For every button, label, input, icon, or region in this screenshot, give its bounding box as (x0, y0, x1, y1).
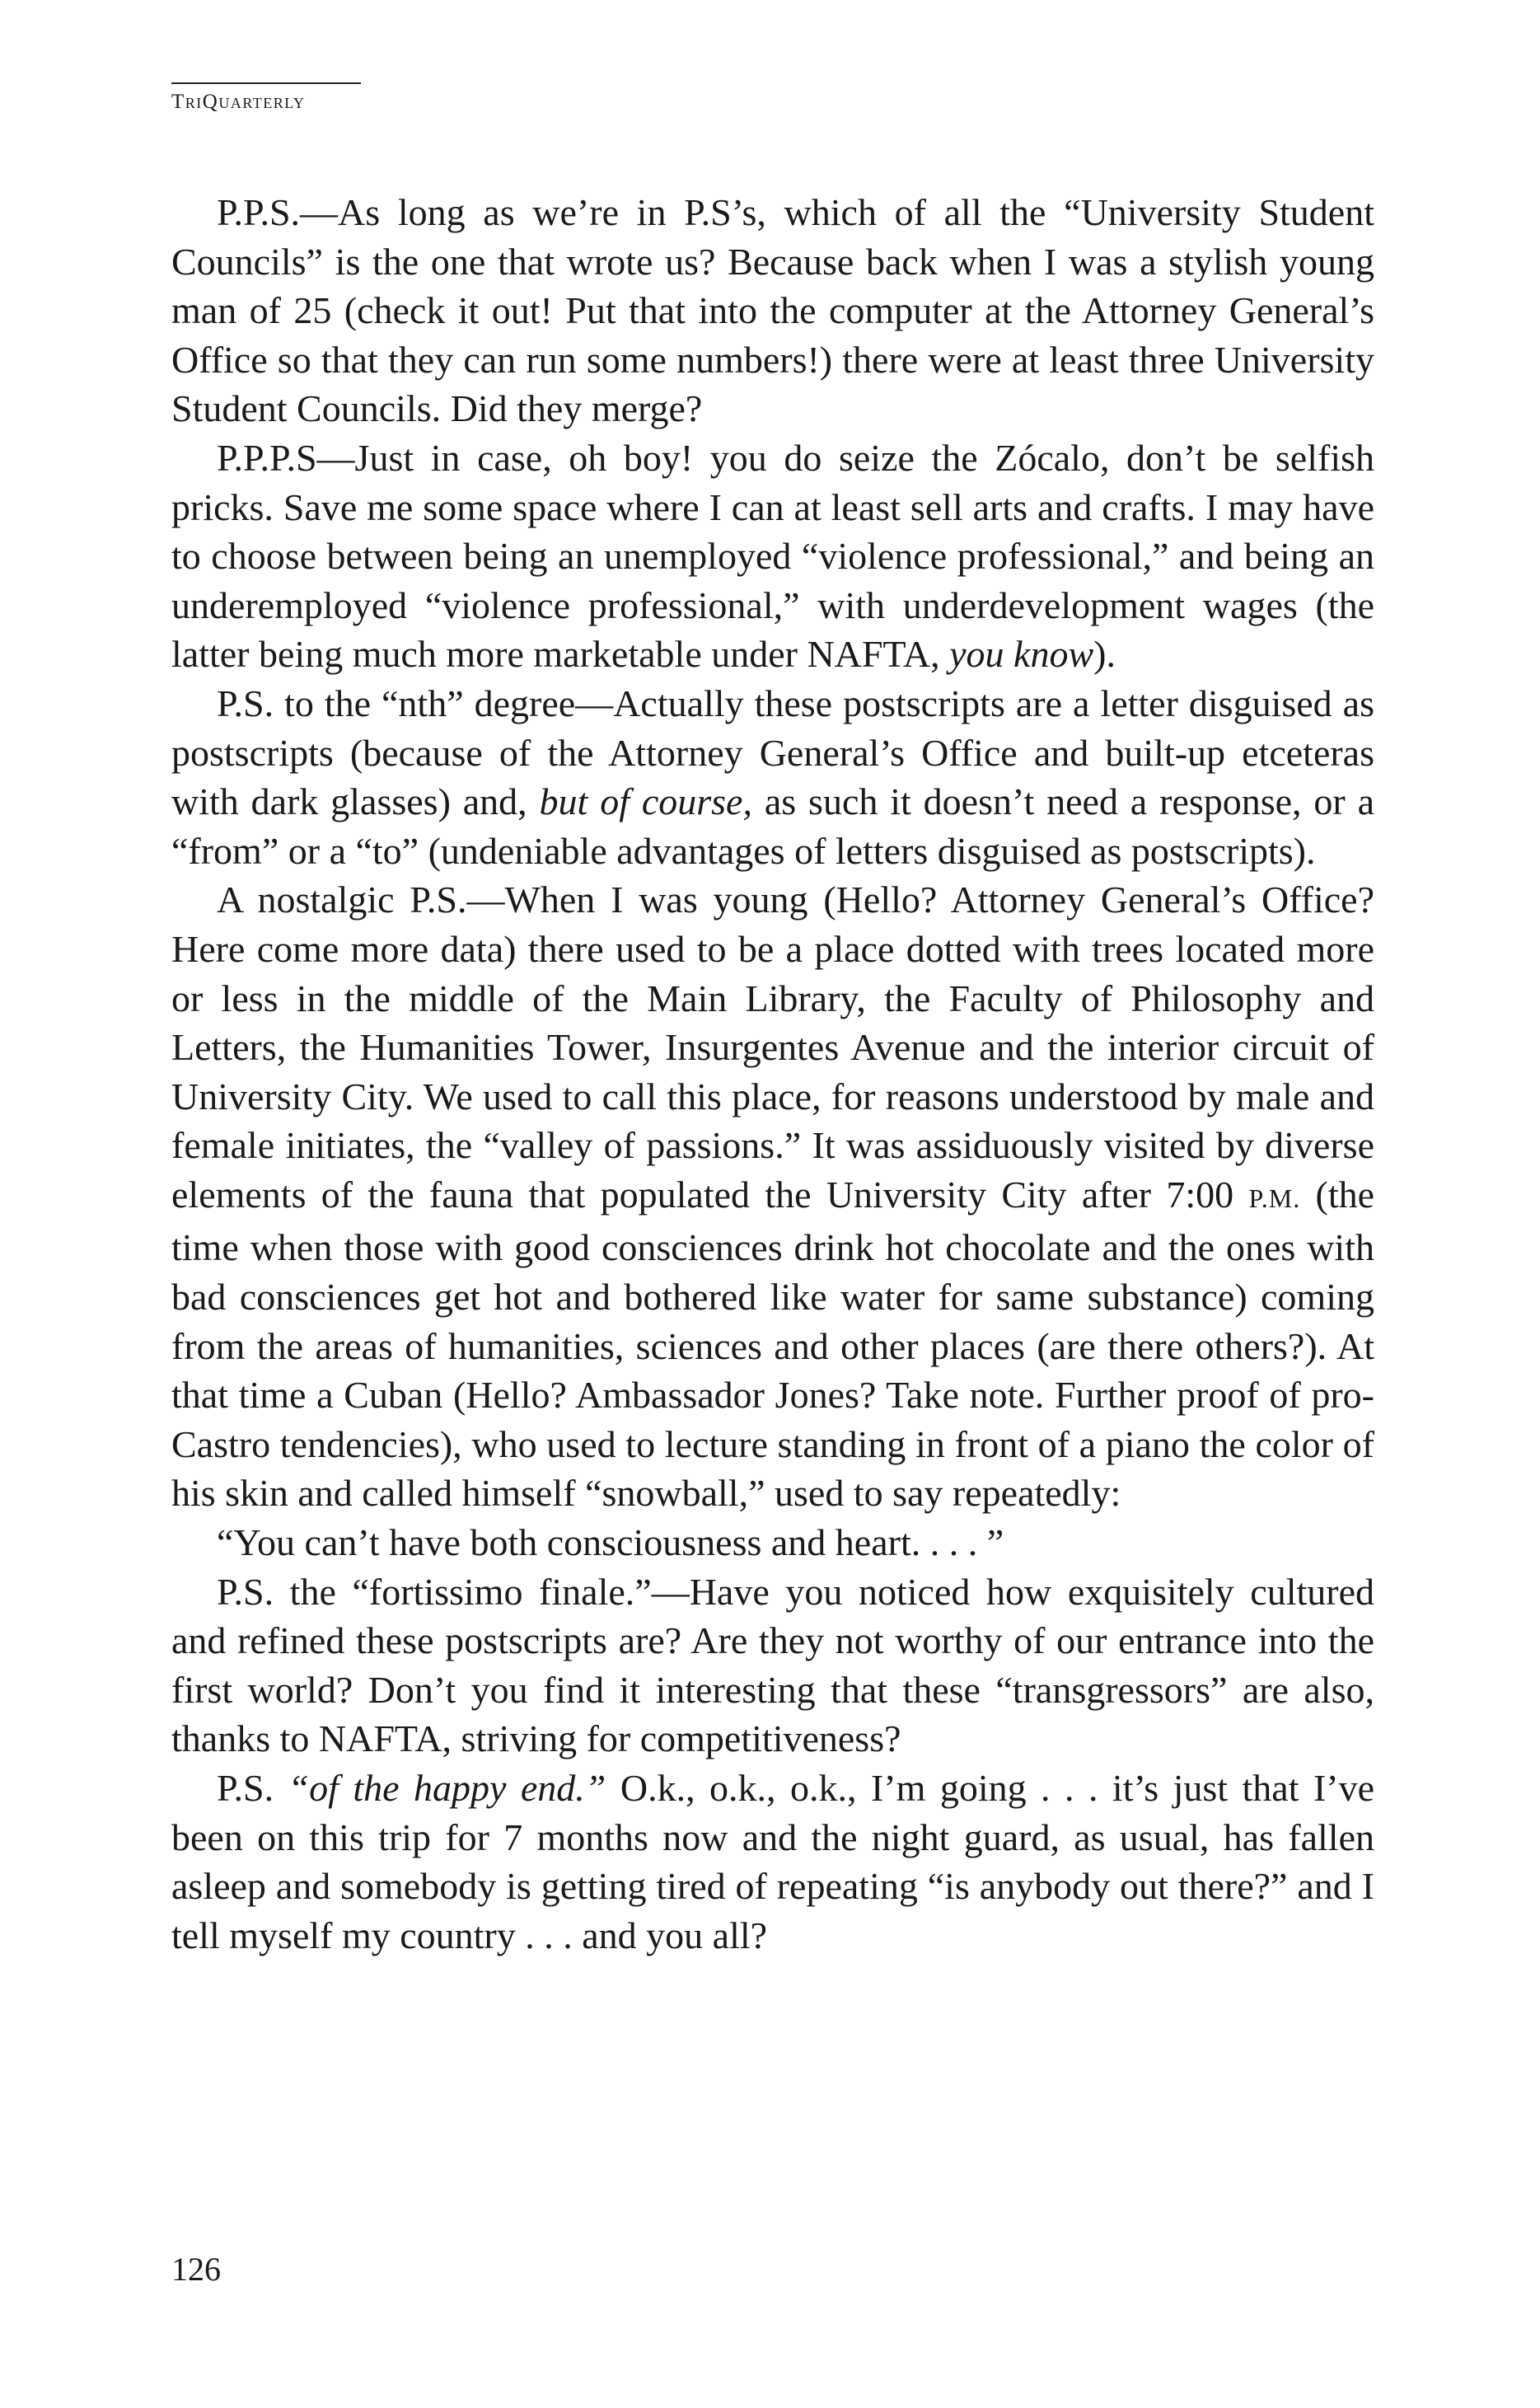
paragraph-happy-end (171, 1764, 1374, 1960)
running-head (171, 82, 361, 114)
article-body (171, 188, 1374, 1960)
paragraph-text: P.S. (217, 1767, 274, 1809)
italic-text: “of the happy end.” (288, 1767, 606, 1809)
paragraph-text: P.P.S.—As long as we’re in P.S’s, which of all the “University Student Councils” is the one that wrote us? Because back when I was a stylish young man of 25 (check it out! Put that into the computer at the Attorney General’s Office so that they can run some numbers!) there were at least three University Student Councils. Did they merge? (171, 191, 1374, 430)
italic-text: you know (949, 633, 1094, 676)
paragraph-text: “You can’t have both consciousness and heart. . . . ” (217, 1521, 1004, 1564)
paragraph-fortissimo (171, 1567, 1374, 1764)
italic-text: but of course, (539, 780, 752, 823)
paragraph-nostalgic (171, 875, 1374, 1518)
paragraph-nth-degree (171, 679, 1374, 875)
paragraph-text: P.S. to the “nth” degree—Actually these postscripts are a letter disguised as postscripts (because of the Attorney General’s Office and built-up etceteras with dark glasses) and, (171, 682, 1374, 823)
paragraph-ppps (171, 433, 1374, 679)
paragraph-pps (171, 188, 1374, 433)
paragraph-quote (171, 1518, 1374, 1567)
paragraph-text: O.k., o.k., o.k., I’m going . . . it’s just that I’ve been on this trip for 7 months now and the night guard, as usual, has fallen asleep and somebody is getting tired of repeating “is anybody out there?” and I tell myself my country . . . and you all? (171, 1767, 1375, 1956)
paragraph-text: A nostalgic P.S.—When I was young (Hello? Attorney General’s Office? Here come more data) there used to be a place dotted with trees located more or less in the middle of the Main Library, the Faculty of Philosophy and Letters, the Humanities Tower, Insurgentes Avenue and the interior circuit of University City. We used to call this place, for reasons understood by male and female initiates, the “valley of passions.” It was assiduously visited by diverse elements of the fauna that populated the University City after 7:00 (171, 878, 1374, 1216)
paragraph-text: P.S. the “fortissimo finale.”—Have you noticed how exquisitely cultured and refined these postscripts are? Are they not worthy of our entrance into the first world? Don’t you find it interesting that these “transgressors” are also, thanks to NAFTA, striving for competitiveness? (171, 1570, 1374, 1760)
paragraph-text: (the time when those with good consciences drink hot chocolate and the ones with bad consciences get hot and bothered like water for same substance) coming from the areas of humanities, sciences and other places (are there others?). At that time a Cuban (Hello? Ambassador Jones? Take note. Further proof of pro-Castro tendencies), who used to lecture standing in front of a piano the color of his skin and called himself “snowball,” used to say repeatedly: (171, 1173, 1375, 1515)
journal-title: TriQuarterly (171, 91, 306, 113)
paragraph-text: P.P.P.S—Just in case, oh boy! you do seize the Zócalo, don’t be selfish pricks. Save me some space where I can at least sell arts and crafts. I may have to choose between being an unemployed “violence professional,” and being an underemployed “violence professional,” with underdevelopment wages (the latter being much more marketable under NAFTA, (171, 436, 1374, 676)
paragraph-text: ). (1093, 633, 1116, 676)
time-smallcaps: P.M. (1248, 1183, 1301, 1213)
paragraph-text: as such it doesn’t need a response, or a “from” or a “to” (undeniable advantages of letters disguised as postscripts). (171, 780, 1375, 872)
header-rule (171, 82, 361, 84)
page-number: 126 (171, 2251, 221, 2288)
